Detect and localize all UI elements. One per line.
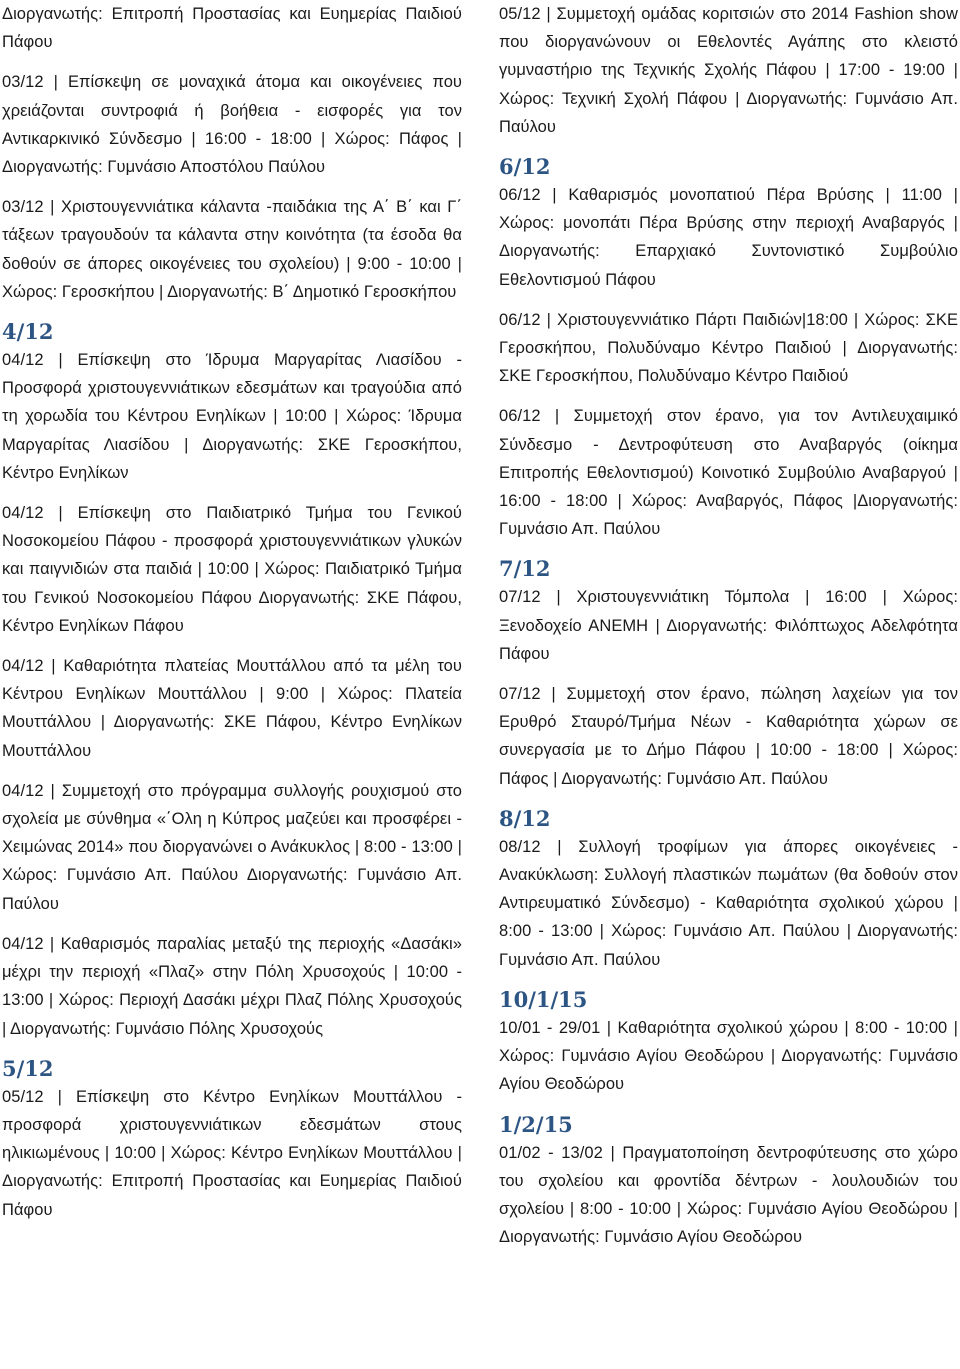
event-entry: 10/01 - 29/01 | Καθαριότητα σχολικού χώρου | 8:00 - 10:00 | Χώρος: Γυμνάσιο Αγίου Θεοδώρου | Διοργανωτής: Γυμνάσιο Αγίου Θεοδώρου [499,1018,958,1094]
event-entry: 03/12 | Χριστουγεννιάτικα κάλαντα -παιδάκια της Α΄ Β΄ και Γ΄ τάξεων τραγουδούν τα κάλαντα στην κοινότητα (τα έσοδα θα δοθούν σε άπορες οικογένειες του σχολείου) | 9:00 - 10:00 | Χώρος: Γεροσκήπου | Διοργανωτής: Β΄ Δημοτικό Γεροσκήπου [2,198,462,301]
event-entry: 01/02 - 13/02 | Πραγματοποίηση δεντροφύτευσης στο χώρο του σχολείου και φροντίδα δέντρων - λουλουδιών του σχολείου | 8:00 - 10:00 | Χώρος: Γυμνάσιο Αγίου Θεοδώρου | Διοργανωτής: Γυμνάσιο Αγίου Θεοδώρου [499,1143,958,1247]
event-entry: 05/12 | Συμμετοχή ομάδας κοριτσιών στο 2014 Fashion show που διοργανώνουν οι Εθελοντές Αγάπης στο κλειστό γυμναστήριο της Τεχνικής Σχολής Πάφου | 17:00 - 19:00 | Χώρος: Τεχνική Σχολή Πάφου | Διοργανωτής: Γυμνάσιο Απ. Παύλου [499,5,958,136]
event-entry: 04/12 | Καθαριότητα πλατείας Μουττάλλου από τα μέλη του Κέντρου Ενηλίκων Μουττάλλου | 9:00 | Χώρος: Πλατεία Μουττάλλου | Διοργανωτής: ΣΚΕ Πάφου, Κέντρο Ενηλίκων Μουττάλλου [2,657,462,760]
date-heading: 5/12 [2,1055,54,1081]
date-heading: 8/12 [499,805,551,831]
event-entry: 04/12 | Συμμετοχή στο πρόγραμμα συλλογής ρουχισμού στο σχολεία με σύνθημα «΄Ολη η Κύπρος μαζεύει και προσφέρει - Χειμώνας 2014» που διοργανώνει ο Ανάκυκλος | 8:00 - 13:00 | Χώρος: Γυμνάσιο Απ. Παύλου Διοργανωτής: Γυμνάσιο Απ. Παύλου [2,781,462,913]
left-column [2,0,462,1236]
date-heading: 6/12 [499,154,551,180]
event-entry: 07/12 | Χριστουγεννιάτικη Τόμπολα | 16:00 | Χώρος: Ξενοδοχείο ΑΝΕΜΗ | Διοργανωτής: Φιλόπτωχος Αδελφότητα Πάφου [499,588,958,663]
event-entry: 08/12 | Συλλογή τροφίμων για άπορες οικογένειες - Ανακύκλωση: Συλλογή πλαστικών πωμάτων (θα δοθούν στον Αντιρευματικό Σύνδεσμο) - Καθαριότητα σχολικού χώρου | 8:00 - 13:00 | Χώρος: Γυμνάσιο Απ. Παύλου | Διοργανωτής: Γυμνάσιο Απ. Παύλου [499,837,958,969]
date-heading: 1/2/15 [499,1111,573,1137]
event-entry: 07/12 | Συμμετοχή στον έρανο, πώληση λαχείων για τον Ερυθρό Σταυρό/Τμήμα Νέων - Καθαριότητα χώρων σε συνεργασία με το Δήμο Πάφου | 10:00 - 18:00 | Χώρος: Πάφος | Διοργανωτής: Γυμνάσιο Απ. Παύλου [499,685,958,788]
event-entry: 03/12 | Επίσκεψη σε μοναχικά άτομα και οικογένειες που χρειάζονται συντροφιά ή βοήθεια - εισφορές για τον Αντικαρκινικό Σύνδεσμο | 16:00 - 18:00 | Χώρος: Πάφος | Διοργανωτής: Γυμνάσιο Αποστόλου Παύλου [2,73,462,177]
event-entry: Διοργανωτής: Επιτροπή Προστασίας και Ευημερίας Παιδιού Πάφου [2,5,462,52]
event-entry: 06/12 | Συμμετοχή στον έρανο, για τον Αντιλευχαιμικό Σύνδεσμο - Δεντροφύτευση στο Αναβαργός (οίκημα Επιτροπής Εθελοντισμού) Κοινοτικό Συμβούλιο Αναβαργού | 16:00 - 18:00 | Χώρος: Αναβαργός, Πάφος |Διοργανωτής: Γυμνάσιο Απ. Παύλου [499,407,958,539]
date-heading: 7/12 [499,556,551,582]
event-entry: 06/12 | Χριστουγεννιάτικο Πάρτι Παιδιών|18:00 | Χώρος: ΣΚΕ Γεροσκήπου, Πολυδύναμο Κέντρο Παιδιού | Διοργανωτής: ΣΚΕ Γεροσκήπου, Πολυδύναμο Κέντρο Παιδιού [499,310,958,386]
event-entry: 04/12 | Επίσκεψη στο Ίδρυμα Μαργαρίτας Λιασίδου - Προσφορά χριστουγεννιάτικων εδεσμάτων και τραγούδια από τη χορωδία του Κέντρου Ενηλίκων | 10:00 | Χώρος: Ίδρυμα Μαργαρίτας Λιασίδου | Διοργανωτής: ΣΚΕ Γεροσκήπου, Κέντρο Ενηλίκων [2,351,462,482]
date-heading: 10/1/15 [499,986,588,1012]
event-entry: 05/12 | Επίσκεψη στο Κέντρο Ενηλίκων Μουττάλλου - προσφορά χριστουγεννιάτικων εδεσμάτων στους ηλικιωμένους | 10:00 | Χώρος: Κέντρο Ενηλίκων Μουττάλλου | Διοργανωτής: Επιτροπή Προστασίας και Ευημερίας Παιδιού Πάφου [2,1087,462,1219]
date-heading: 4/12 [2,319,54,345]
right-column [499,0,958,1263]
event-entry: 04/12 | Επίσκεψη στο Παιδιατρικό Τμήμα του Γενικού Νοσοκομείου Πάφου - προσφορά χριστουγεννιάτικων γλυκών και παιγνιδιών στα παιδιά | 10:00 | Χώρος: Παιδιατρικό Τμήμα του Γενικού Νοσοκομείου Πάφου Διοργανωτής: ΣΚΕ Πάφου, Κέντρο Ενηλίκων Πάφου [2,504,462,635]
event-entry: 06/12 | Καθαρισμός μονοπατιού Πέρα Βρύσης | 11:00 | Χώρος: μονοπάτι Πέρα Βρύσης στην περιοχή Αναβαργός | Διοργανωτής: Επαρχιακό Συντονιστικό Συμβούλιο Εθελοντισμού Πάφου [499,186,958,289]
event-entry: 04/12 | Καθαρισμός παραλίας μεταξύ της περιοχής «Δασάκι» μέχρι την περιοχή «Πλαζ» στην Πόλη Χρυσοχούς | 10:00 - 13:00 | Χώρος: Περιοχή Δασάκι μέχρι Πλαζ Πόλης Χρυσοχούς | Διοργανωτής: Γυμνάσιο Πόλης Χρυσοχούς [2,934,462,1038]
